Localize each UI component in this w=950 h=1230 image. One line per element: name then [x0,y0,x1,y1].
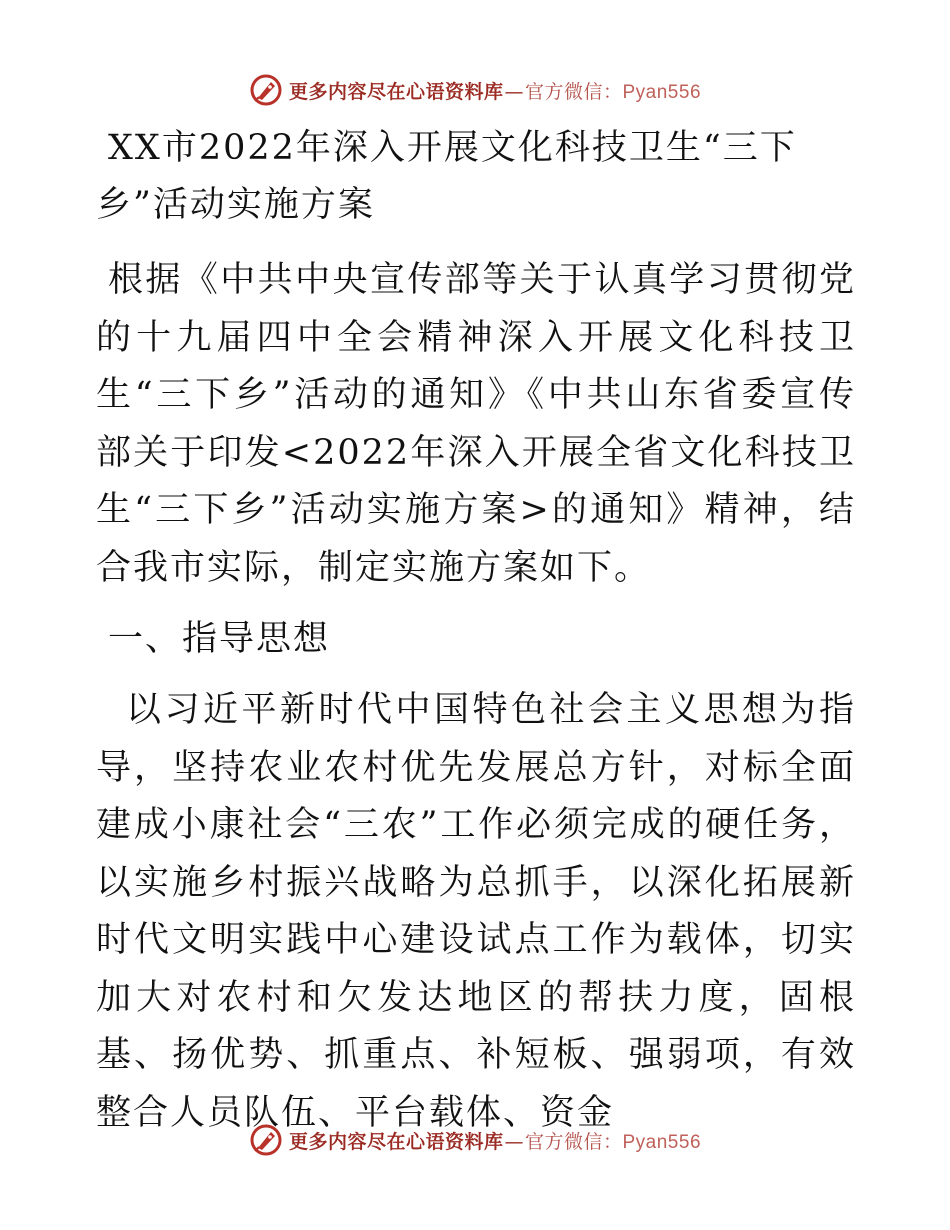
watermark-wechat-id: Pyan556 [622,1131,702,1153]
document-title: XX市2022年深入开展文化科技卫生“三下乡”活动实施方案 [96,128,797,225]
document-body [96,120,856,1142]
pen-nib-logo-icon [249,73,283,107]
watermark-wechat-label: 官方微信： [524,1130,623,1153]
section-heading-guiding-ideology: 一、指导思想 [108,619,331,659]
watermark-separator: — [504,1130,524,1153]
watermark-separator: — [504,80,524,103]
watermark-promo: 更多内容尽在心语资料库 [288,1130,504,1153]
watermark-promo: 更多内容尽在心语资料库 [288,80,504,103]
guiding-ideology-paragraph: 以习近平新时代中国特色社会主义思想为指导，坚持农业农村优先发展总方针，对标全面建成小康社会“三农”工作必须完成的硬任务，以实施乡村振兴战略为总抓手，以深化拓展新时代文明实践中心建设试点工作为载体，切实加大对农村和欠发达地区的帮扶力度，固根基、扬优势、抓重点、补短板、强弱项，有效整合人员队伍、平台载体、资金 [96,690,856,1133]
watermark-wechat-id: Pyan556 [622,81,702,103]
footer-watermark [0,1118,950,1162]
intro-paragraph: 根据《中共中央宣传部等关于认真学习贯彻党的十九届四中全会精神深入开展文化科技卫生“三下乡”活动的通知》《中共山东省委宣传部关于印发<2022年深入开展全省文化科技卫生“三下乡”活动实施方案>的通知》精神，结合我市实际，制定实施方案如下。 [96,260,856,588]
header-watermark [0,68,950,112]
watermark-text [289,1127,701,1154]
pen-nib-logo-icon [249,1123,283,1157]
watermark-wechat-label: 官方微信： [524,80,623,103]
watermark-text [289,77,701,104]
